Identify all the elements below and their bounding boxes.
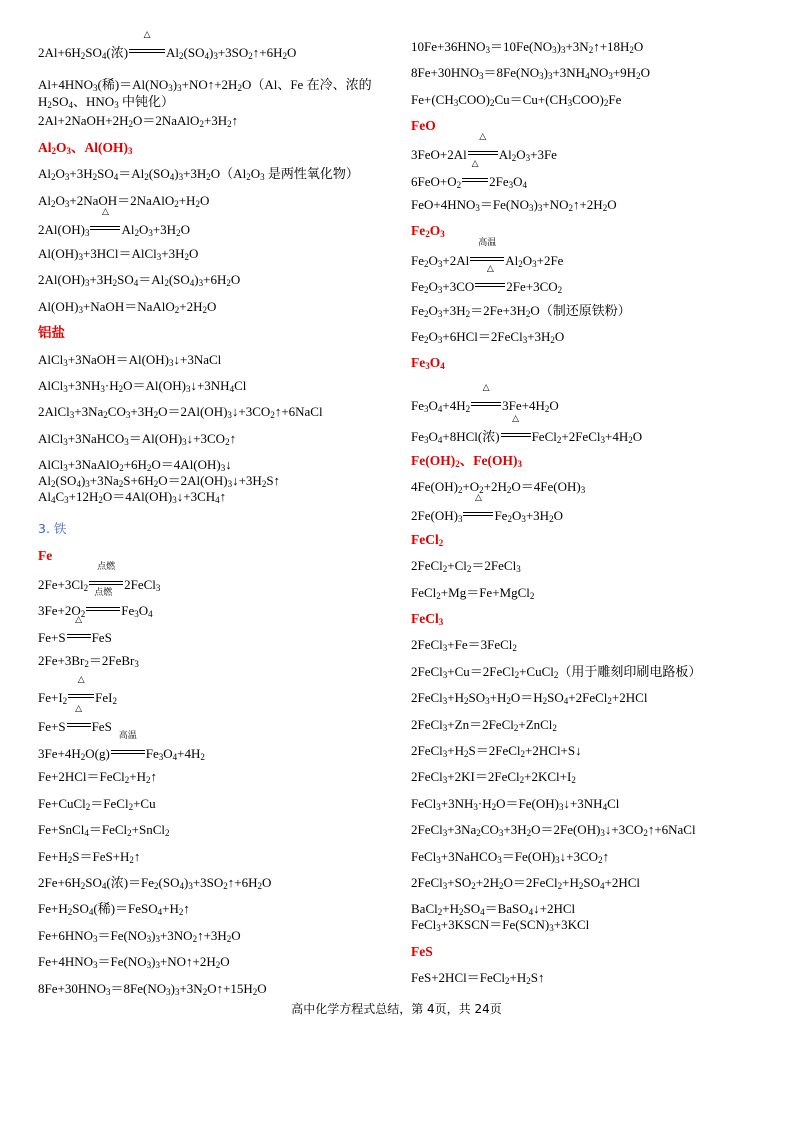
equation-line: $Al_4C_3+12H_2O=4Al(OH)_3↓+3CH_4↑$ [38, 489, 227, 505]
equation-line: $Fe+6HNO_3=Fe(NO_3)_3+3NO_2↑+3H_2O$ [38, 928, 241, 944]
equation-line: $FeS+2HCl=FeCl_2+H_2S↑$ [411, 970, 545, 986]
equation-line: $Fe_2O_3+6HCl=2FeCl_3+3H_2O$ [411, 329, 565, 345]
equation-line: $3Fe+4H_2O(g)$ 高温 $Fe_3O_4+4H_2$ [38, 731, 205, 762]
equation-line: $AlCl_3+3NaOH=Al(OH)_3↓+3NaCl$ [38, 352, 222, 368]
equation-line: $3Fe+2O_2$ 点燃 $Fe_3O_4$ [38, 588, 153, 619]
equation-line: $4Fe(OH)_2+O_2+2H_2O=4Fe(OH)_3$ [411, 479, 586, 495]
equation-line: FeCl$_2$+Mg＝Fe+MgCl$_2$ [411, 585, 535, 601]
equation-line: 2FeCl$_3$+Zn＝2FeCl$_2$+ZnCl$_2$ [411, 717, 557, 733]
page-footer: 高中化学方程式总结，第 4页，共 24页 [291, 1002, 502, 1016]
section-heading: $Fe(OH)_2$、$Fe(OH)_3$ [411, 453, 522, 469]
equation-line: $FeCl_3+3NaHCO_3=Fe(OH)_3↓+3CO_2↑$ [411, 849, 610, 865]
equation-line: $Al+4HNO_3$(稀)$=Al(NO_3)_3+NO↑+2H_2O(Al$、Fe 在冷、浓的 $H_2SO_4$、$HNO_3$ 中钝化） [38, 77, 372, 110]
equation-line: $2Al(OH)_3+3H_2SO_4=Al_2(SO_4)_3+6H_2O$ [38, 272, 241, 288]
equation-line: $2Fe(OH)_3$ △ $Fe_2O_3+3H_2O$ [411, 493, 563, 524]
section-heading: FeCl$_3$ [411, 611, 444, 627]
equation-line: $AlCl_3+3NaHCO_3=Al(OH)_3↓+3CO_2↑$ [38, 431, 237, 447]
chapter-heading: 3. 铁 [38, 521, 67, 536]
equation-line: $Fe_2O_3+3CO$ △ $2Fe+3CO_2$ [411, 264, 563, 295]
equation-line: $FeO+4HNO_3=Fe(NO_3)_3+NO_2↑+2H_2O$ [411, 197, 617, 213]
section-heading: Fe [38, 548, 53, 563]
equation-line: Fe+S △ FeS [38, 615, 112, 645]
section-heading: FeS [411, 944, 433, 959]
equation-line: $FeCl_3+3KSCN=Fe(SCN)_3+3KCl$ [411, 917, 590, 933]
equation-line: $Al_2O_3+3H_2SO_4=Al_2(SO_4)_3+3H_2O(Al_2O_3$ 是两性氧化物） [38, 166, 359, 182]
equation-line: $2FeCl_3+2KI=2FeCl_2+2KCl+I_2$ [411, 769, 576, 785]
equation-line: $2Fe+3Cl_2$ 点燃 2FeCl$_3$ [38, 562, 161, 593]
equation-line: $Fe+(CH_3COO)_2Cu=Cu+(CH_3COO)_2Fe$ [411, 92, 622, 108]
equation-line: $Fe_3O_4+4H_2$ △ $3Fe+4H_2O$ [411, 383, 559, 414]
equation-line: $2Fe+6H_2SO_4$(浓)$=Fe_2(SO_4)_3+3SO_2↑+6H_2O$ [38, 875, 272, 891]
equation-line: $Fe+I_2$ △ FeI$_2$ [38, 675, 118, 706]
equation-line: $Fe+H_2SO_4$(稀)$=FeSO_4+H_2↑$ [38, 901, 190, 917]
equation-line: $2FeCl_2+Cl_2=2FeCl_3$ [411, 558, 521, 574]
equation-line: $8Fe+30HNO_3=8Fe(NO_3)_3+3NH_4NO_3+9H_2O$ [411, 65, 650, 81]
equation-line: $Al_2O_3+2NaOH=2NaAlO_2+H_2O$ [38, 193, 210, 209]
equation-line: $2FeCl_3+H_2S=2FeCl_2+2HCl+S↓$ [411, 743, 582, 759]
equation-line: $Al(OH)_3+NaOH=NaAlO_2+2H_2O$ [38, 299, 217, 315]
section-heading: FeCl$_2$ [411, 532, 444, 548]
section-heading: $Fe_2O_3$ [411, 223, 445, 239]
equation-line: $2FeCl_3+SO_2+2H_2O=2FeCl_2+H_2SO_4+2HCl$ [411, 875, 641, 891]
section-heading: $Al_2O_3$、$Al(OH)_3$ [38, 140, 133, 156]
equation-line: $2FeCl_3+3Na_2CO_3+3H_2O=2Fe(OH)_3↓+3CO_2↑+6NaCl$ [411, 822, 696, 838]
equation-line: $Al(OH)_3+3HCl=AlCl_3+3H_2O$ [38, 246, 199, 262]
equation-line: $Fe+2HCl=FeCl_2+H_2↑$ [38, 769, 158, 785]
equation-line: $2Al(OH)_3$ △ $Al_2O_3+3H_2O$ [38, 207, 190, 238]
equation-line: Fe+S △ FeS [38, 704, 112, 734]
equation-line: $10Fe+36HNO_3=10Fe(NO_3)_3+3N_2↑+18H_2O$ [411, 39, 644, 55]
equation-line: $Al_2(SO_4)_3+3Na_2S+6H_2O=2Al(OH)_3↓+3H_2S↑$ [38, 473, 281, 489]
equation-line: $6FeO+O_2$ △ $2Fe_3O_4$ [411, 159, 527, 190]
equation-line: $Fe+4HNO_3=Fe(NO_3)_3+NO↑+2H_2O$ [38, 954, 230, 970]
section-heading: 铝盐 [38, 325, 65, 340]
equation-line: $2AlCl_3+3Na_2CO_3+3H_2O=2Al(OH)_3↓+3CO_2↑+6NaCl$ [38, 404, 323, 420]
section-heading: $Fe_3O_4$ [411, 355, 445, 371]
equation-line: $Fe_3O_4+8HCl$(浓) △ $FeCl_2+2FeCl_3+4H_2O$ [411, 414, 643, 445]
equation-line: $AlCl_3+3NH_3\cdot H_2O=Al(OH)_3↓+3NH_4Cl$ [38, 378, 247, 394]
equation-line: 2FeCl$_3$+Cu＝2FeCl$_2$+CuCl$_2$（用于雕刻印刷电路板） [411, 664, 702, 680]
equation-line: 2FeCl$_3$+Fe＝3FeCl$_2$ [411, 637, 517, 653]
equation-line: $2Al+6H_2SO_4$(浓) △ $Al_2(SO_4)_3+3SO_2↑+6H_2O$ [38, 30, 297, 61]
section-heading: FeO [411, 118, 436, 133]
equation-line: $AlCl_3+3NaAlO_2+6H_2O=4Al(OH)_3↓$ [38, 457, 232, 473]
equation-line: Fe+CuCl$_2$＝FeCl$_2$+Cu [38, 796, 156, 812]
equation-line: $Fe_2O_3+2Al$ 高温 $Al_2O_3+2Fe$ [411, 238, 564, 269]
equation-line: $2Fe+3Br_2=2FeBr_3$ [38, 653, 139, 669]
equation-line: $FeCl_3+3NH_3\cdot H_2O=Fe(OH)_3↓+3NH_4Cl$ [411, 796, 620, 812]
equation-line: $2FeCl_3+H_2SO_3+H_2O=H_2SO_4+2FeCl_2+2HCl$ [411, 690, 648, 706]
equation-line: Fe+SnCl$_4$＝FeCl$_2$+SnCl$_2$ [38, 822, 170, 838]
equation-line: $2Al+2NaOH+2H_2O=2NaAlO_2+3H_2↑$ [38, 113, 239, 129]
equation-line: 3FeO+2Al △ $Al_2O_3+3Fe$ [411, 132, 557, 163]
equation-line: $BaCl_2+H_2SO_4=BaSO_4↓+2HCl$ [411, 901, 576, 917]
equation-line: $8Fe+30HNO_3=8Fe(NO_3)_3+3N_2O↑+15H_2O$ [38, 981, 267, 997]
equation-line: $Fe+H_2S=FeS+H_2↑$ [38, 849, 141, 865]
equation-line: $Fe_2O_3+3H_2=2Fe+3H_2O$（制还原铁粉） [411, 303, 631, 319]
